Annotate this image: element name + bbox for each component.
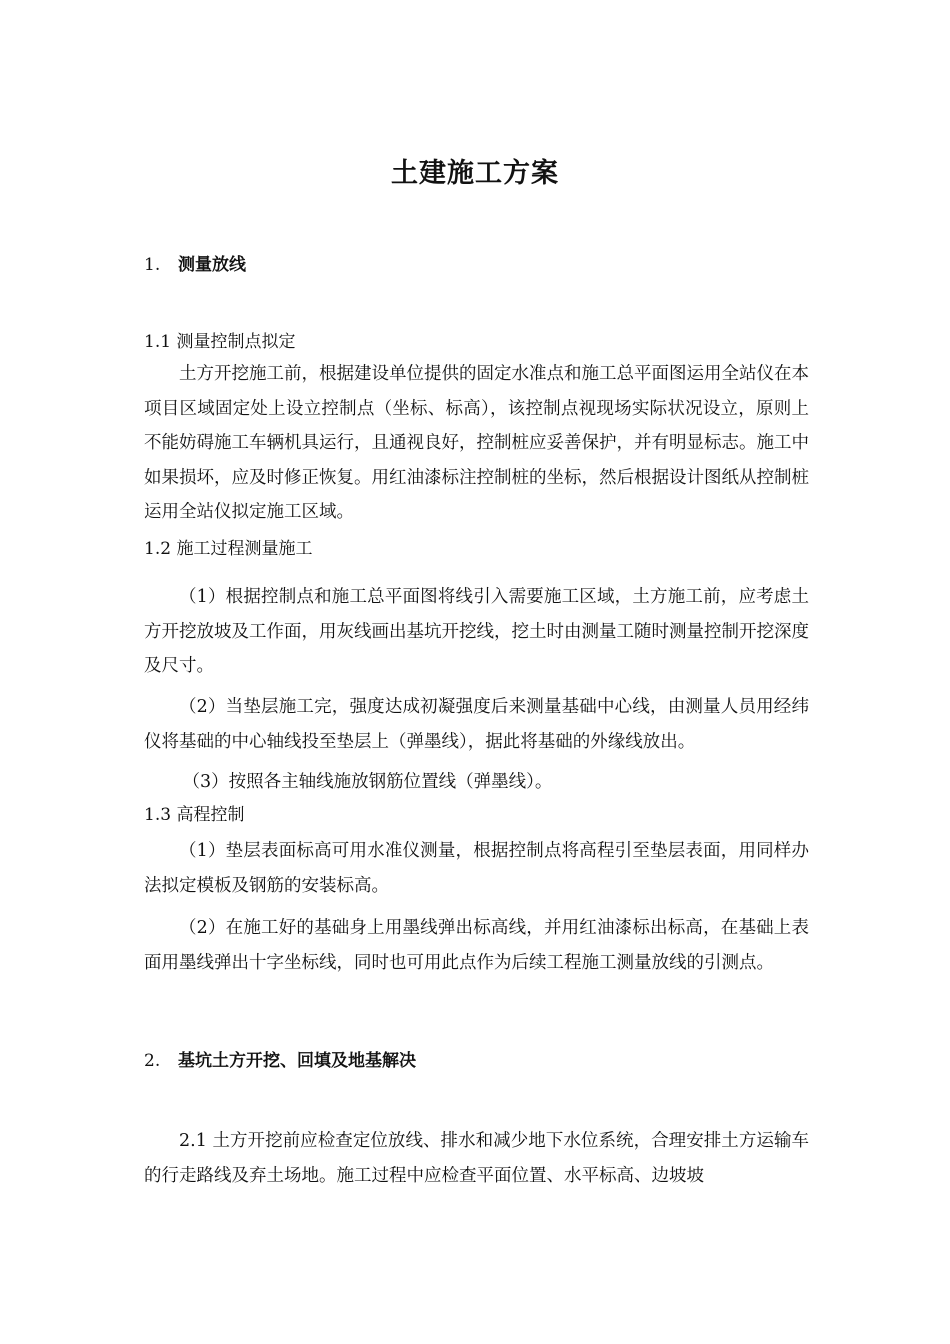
section-1-title: 测量放线 [178,255,246,275]
subsection-1-2-paragraph-2: （2）当垫层施工完，强度达成初凝强度后来测量基础中心线，由测量人员用经纬仪将基础的中心轴线投至垫层上（弹墨线），据此将基础的外缘线放出。 [144,697,809,752]
subsection-1-3-paragraph-1: （1）垫层表面标高可用水准仪测量，根据控制点将高程引至垫层表面，用同样办法拟定模板及钢筋的安装标高。 [144,841,809,896]
subsection-1-2-heading: 1.2 施工过程测量施工 [144,539,313,559]
subsection-1-1-heading: 1.1 测量控制点拟定 [144,332,296,352]
subsection-1-3-heading: 1.3 高程控制 [144,805,245,825]
section-2-paragraph-1: 2.1 土方开挖前应检查定位放线、排水和减少地下水位系统，合理安排土方运输车的行走路线及弃土场地。施工过程中应检查平面位置、水平标高、边坡坡 [144,1131,809,1186]
section-2-number: 2. [144,1051,161,1071]
subsection-1-2-paragraph-3: （3）按照各主轴线施放钢筋位置线（弹墨线）。 [182,772,553,792]
section-2-title: 基坑土方开挖、回填及地基解决 [178,1051,416,1071]
section-1-number: 1. [144,255,161,275]
section-1-heading [144,252,246,278]
document-title: 土建施工方案 [391,158,559,189]
section-2-heading [144,1048,416,1074]
subsection-1-3-paragraph-2: （2）在施工好的基础身上用墨线弹出标高线，并用红油漆标出标高，在基础上表面用墨线弹出十字坐标线，同时也可用此点作为后续工程施工测量放线的引测点。 [144,918,809,973]
subsection-1-1-paragraph-1: 土方开挖施工前，根据建设单位提供的固定水准点和施工总平面图运用全站仪在本项目区域固定处上设立控制点（坐标、标高），该控制点视现场实际状况设立，原则上不能妨碍施工车辆机具运行，且通视良好，控制桩应妥善保护，并有明显标志。施工中如果损坏，应及时修正恢复。用红油漆标注控制桩的坐标，然后根据设计图纸从控制桩运用全站仪拟定施工区域。 [144,364,809,522]
subsection-1-2-paragraph-1: （1）根据控制点和施工总平面图将线引入需要施工区域，土方施工前，应考虑土方开挖放坡及工作面，用灰线画出基坑开挖线，挖土时由测量工随时测量控制开挖深度及尺寸。 [144,587,809,676]
